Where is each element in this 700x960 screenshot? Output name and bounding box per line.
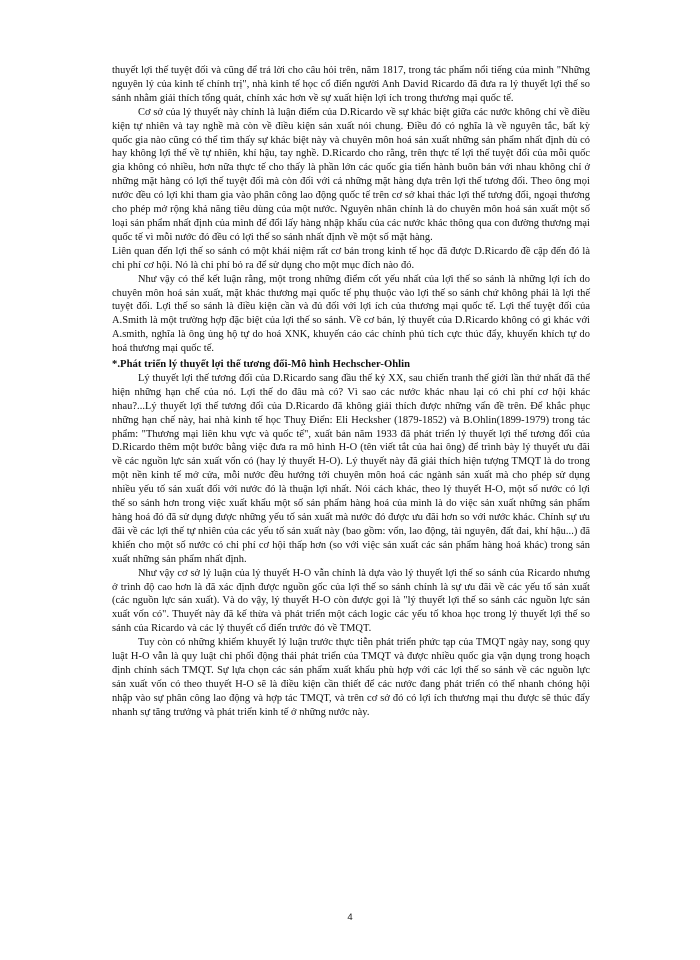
page-number: 4: [347, 912, 353, 923]
document-body: [112, 64, 590, 720]
paragraph-1: thuyết lợi thế tuyệt đối và cũng để trả lời cho câu hỏi trên, năm 1817, trong tác phẩm nổi tiếng của mình "Những nguyên lý của kinh tế chính trị", nhà kinh tế học cổ điển người Anh David Ricardo đã đưa ra lý thuyết lợi thế so sánh nhằm giải thích tổng quát, chính xác hơn về sự xuất hiện lợi ích trong thương mại quốc tế.: [112, 65, 590, 104]
paragraph-4: Như vậy có thể kết luận rằng, một trong những điểm cốt yếu nhất của lợi thế so sánh là những lợi ích do chuyên môn hoá sản xuất, mặt khác thương mại quốc tế phụ thuộc vào lợi thế so sánh chứ không phải là lợi thế tuyệt đối. Lợi thế so sánh là điều kiện cần và đủ đối với lợi ích của thương mại quốc tế. Lợi thế tuyệt đối của A.Smith là một trường hợp đặc biệt của lợi thế so sánh. Về cơ bản, lý thuyết của D.Ricardo không có gì khác với A.smith, nghĩa là ông ủng hộ tự do hoá XNK, khuyến cáo các chính phủ tích cực thúc đẩy, khuyến khích tự do hoá thương mại quốc tế.: [112, 273, 590, 355]
paragraph-3: Liên quan đến lợi thế so sánh có một khái niệm rất cơ bản trong kinh tế học đã được D.Ricardo đề cập đến đó là chi phí cơ hội. Nó là chi phí bỏ ra để sử dụng cho một mục đích nào đó.: [112, 245, 590, 271]
section-heading: *.Phát triển lý thuyết lợi thế tương đối-Mô hình Hechscher-Ohlin: [112, 359, 411, 371]
paragraph-5: Lý thuyết lợi thế tương đối của D.Ricardo sang đầu thế kỷ XX, sau chiến tranh thế giới lần thứ nhất đã thể hiện những hạn chế của nó. Lợi thế do đâu mà có? Vì sao các nước khác nhau lại có chi phí cơ hội khác nhau?...Lý thuyết lợi thế tương đối của D.Ricardo đã không giải thích được những vấn đề trên. Để khắc phục những hạn chế này, hai nhà kinh tế học Thuỵ Điển: Eli Hecksher (1879-1852) và B.Ohlin(1899-1979) trong tác phẩm: "Thương mại liên khu vực và quốc tế", xuất bản năm 1933 đã phát triển lý thuyết lợi thế tương đối của D.Ricardo thêm một bước bằng việc đưa ra mô hình H-O (tên viết tắt của hai ông) để trình bày lý thuyết ưu đãi về các nguồn lực sản xuất vốn có (hay lý thuyết H-O). Lý thuyết này đã giải thích hiện tượng TMQT là do trong một nền kinh tế mở cửa, mỗi nước đều hướng tới chuyên môn hoá các ngành sản xuất mà cho phép sử dụng nhiều yếu tố sản xuất đối với nước đó là thuận lợi nhất. Nói cách khác, theo lý thuyết H-O, một số nước có lợi thế so sánh hơn trong việc xuất khẩu một số sản phẩm hàng hoá của mình là do việc sản xuất những sản phẩm hàng hoá đó đã sử dụng được những yếu tố sản xuất mà nước đó được ưu đãi hơn so với nước khác. Chính sự ưu đãi về các lợi thế tự nhiên của các yếu tố sản xuất này (bao gồm: vốn, lao động, tài nguyên, đất đai, khí hậu...) đã khiến cho một số nước có chi phí cơ hội thấp hơn (so với việc sản xuất các sản phẩm hàng hoá khác) trong sản xuất những sản phẩm nhất định.: [112, 372, 590, 565]
paragraph-6: Như vậy cơ sở lý luận của lý thuyết H-O vẫn chính là dựa vào lý thuyết lợi thế so sánh của Ricardo nhưng ở trình độ cao hơn là đã xác định được nguồn gốc của lợi thế so sánh chính là sự ưu đãi về các yếu tố sản xuất (các nguồn lực sản xuất). Và do vậy, lý thuyết H-O còn được gọi là "lý thuyết lợi thế so sánh các nguồn lực sản xuất vốn có". Thuyết này đã kế thừa và phát triển một cách logic các yếu tố khoa học trong lý thuyết lợi thế so sánh của Ricardo và các lý thuyết cổ điển trước đó về TMQT.: [112, 567, 590, 635]
paragraph-2: Cơ sở của lý thuyết này chính là luận điểm của D.Ricardo về sự khác biệt giữa các nước không chỉ về điều kiện tự nhiên và tay nghề mà còn về điều kiện sản xuất nói chung. Điều đó có nghĩa là về nguyên tắc, bất kỳ quốc gia nào cũng có thể tìm thấy sự khác biệt này và chuyên môn hoá sản xuất những sản phẩm nhất định dù có hay không lợi thế về tự nhiên, khí hậu, tay nghề. D.Ricardo cho rằng, trên thực tế lợi thế tuyệt đối của mỗi quốc gia không có nhiều, hơn nữa thực tế cho thấy là phần lớn các quốc gia tiến hành buôn bán với nhau không chỉ ở những mặt hàng có lợi thế tuyệt đối mà còn đối với cả những mặt hàng dựa trên lợi thế tương đối. Theo ông mọi nước đều có lợi khi tham gia vào phân công lao động quốc tế trên cơ sở khai thác lợi thế tương đối, ngoại thương cho phép mở rộng khả năng tiêu dùng của một nước. Nguyên nhân chính là do chuyên môn hoá sản xuất một số loại sản phẩm nhất định của mình để đổi lấy hàng nhập khẩu của các nước khác thông qua con đường thương mại quốc tế vì mỗi nước đó đều có lợi thế so sánh nhất định về một số mặt hàng.: [112, 106, 590, 243]
paragraph-7: Tuy còn có những khiếm khuyết lý luận trước thực tiễn phát triển phức tạp của TMQT ngày nay, song quy luật H-O vẫn là quy luật chi phối động thái phát triển của TMQT và được nhiều quốc gia vận dụng trong hoạch định chính sách TMQT. Sự lựa chọn các sản phẩm xuất khẩu phù hợp với các lợi thế so sánh về các nguồn lực sản xuất vốn có theo thuyết H-O sẽ là điều kiện cần thiết để các nước đang phát triển có thể nhanh chóng hội nhập vào sự phân công lao động và hợp tác TMQT, và trên cơ sở đó có lợi ích thương mại thu được sẽ thúc đẩy nhanh sự tăng trưởng và phát triển kinh tế ở những nước này.: [112, 637, 590, 718]
